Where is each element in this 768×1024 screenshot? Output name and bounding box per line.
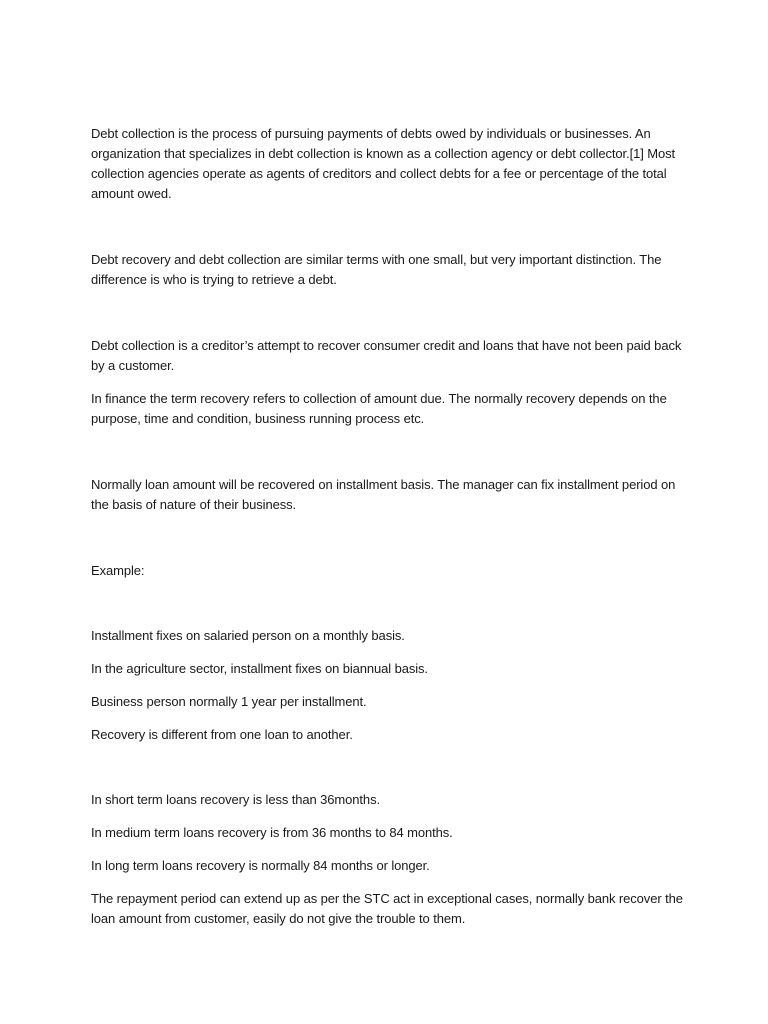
example-salaried: Installment fixes on salaried person on a monthly basis. xyxy=(91,628,405,643)
medium-term-loans: In medium term loans recovery is from 36 months to 84 months. xyxy=(91,825,453,840)
paragraph-debt-collection-definition: Debt collection is the process of pursuing payments of debts owed by individuals or businesses. An organization that specializes in debt collection is known as a collection agency or debt collector.[1] Most collection agencies operate as agents of creditors and collect debts for a fee or percentage of the total amount owed. xyxy=(91,126,676,201)
paragraph-repayment-period: The repayment period can extend up as per the STC act in exceptional cases, normally bank recover the loan amount from customer, easily do not give the trouble to them. xyxy=(91,891,683,926)
paragraph-recovery-vs-collection: Debt recovery and debt collection are similar terms with one small, but very important distinction. The difference is who is trying to retrieve a debt. xyxy=(91,252,662,287)
example-business-person: Business person normally 1 year per installment. xyxy=(91,694,367,709)
example-recovery-differs: Recovery is different from one loan to another. xyxy=(91,727,353,742)
example-agriculture: In the agriculture sector, installment fixes on biannual basis. xyxy=(91,661,428,676)
example-heading: Example: xyxy=(91,563,145,578)
short-term-loans: In short term loans recovery is less than 36months. xyxy=(91,792,380,807)
long-term-loans: In long term loans recovery is normally 84 months or longer. xyxy=(91,858,430,873)
paragraph-finance-recovery: In finance the term recovery refers to collection of amount due. The normally recovery depends on the purpose, time and condition, business running process etc. xyxy=(91,391,667,426)
paragraph-creditor-attempt: Debt collection is a creditor’s attempt to recover consumer credit and loans that have not been paid back by a customer. xyxy=(91,338,682,373)
paragraph-installment-basis: Normally loan amount will be recovered on installment basis. The manager can fix installment period on the basis of nature of their business. xyxy=(91,477,676,512)
